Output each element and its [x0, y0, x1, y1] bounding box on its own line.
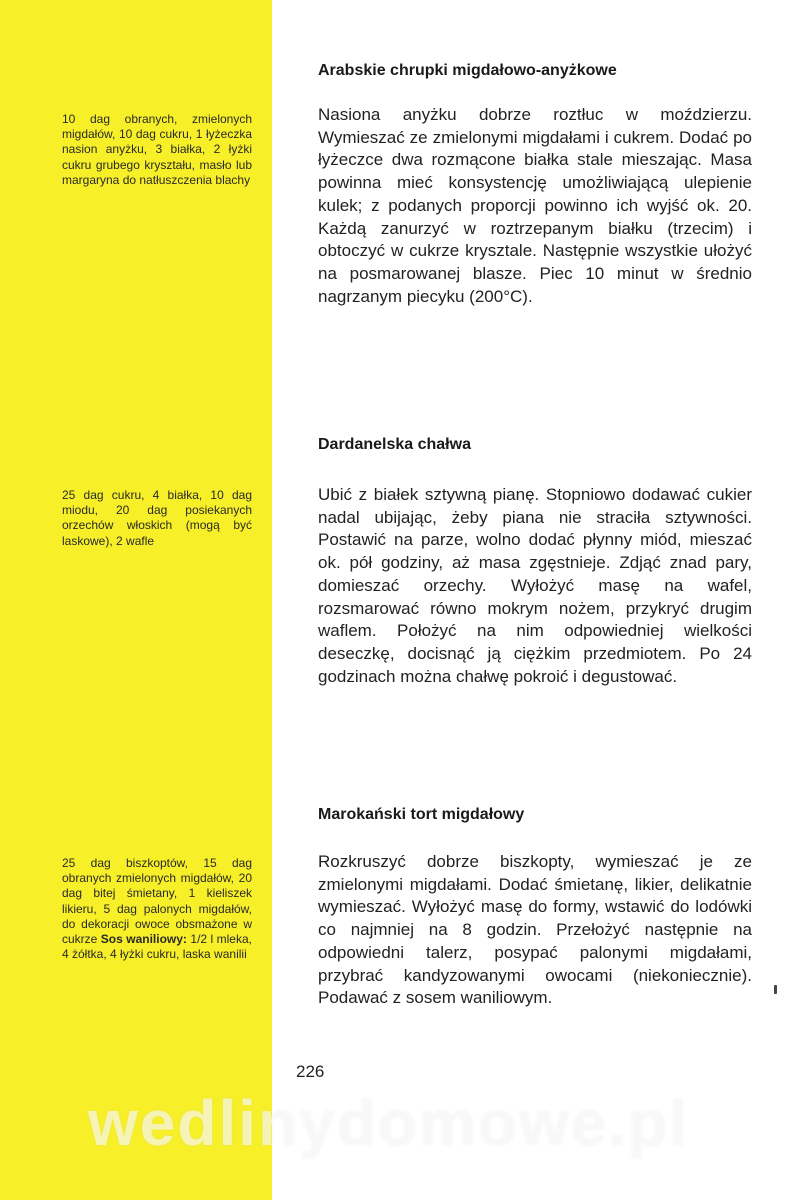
recipe-1-ingredients [62, 112, 252, 188]
page-number: 226 [296, 1062, 325, 1081]
recipe-3-sauce-text: 1/2 l mleka, 4 żółtka, 4 łyżki cukru, laska wanilii [62, 932, 252, 962]
print-mark [774, 985, 777, 994]
recipe-1-title: Arabskie chrupki migdałowo-anyżkowe [318, 62, 617, 79]
recipe-2-ingredients [62, 488, 252, 549]
recipe-3-title: Marokański tort migdałowy [318, 806, 525, 823]
recipe-2-title: Dardanelska chałwa [318, 436, 471, 453]
recipe-2-instructions: Ubić z białek sztywną pianę. Stopniowo dodawać cukier nadal ubijając, żeby piana nie straciła sztywności. Postawić na parze, wolno dodać płynny miód, mieszać ok. pół godziny, aż masa zgęstnieje. Zdjąć znad pary, domieszać orzechy. Wyłożyć masę na wafel, rozsmarować równo mokrym nożem, przykryć drugim waflem. Położyć na nim odpowiedniej wielkości deseczkę, docisnąć ją ciężkim przedmiotem. Po 24 godzinach można chałwę pokroić i degustować. [318, 485, 752, 686]
watermark: wedlinydomowe.pl [88, 1087, 689, 1159]
recipe-1-instructions: Nasiona anyżku dobrze roztłuc w moździerzu. Wymieszać ze zmielonymi migdałami i cukrem. Dodać po łyżeczce dwa rozmącone białka stale mieszając. Masa powinna mieć konsystencję umożliwiającą ulepienie kulek; z podanych proporcji powinno ich wyjść ok. 20. Każdą zanurzyć w roztrzepanym białku (trzecim) i obtoczyć w cukrze krysztale. Następnie wszystkie ułożyć na posmarowanej blasze. Piec 10 minut w średnio nagrzanym piecyku (200°C). [318, 105, 752, 306]
recipe-1-ingredients-text: 10 dag obranych, zmielonych migdałów, 10 dag cukru, 1 łyżeczka nasion anyżku, 3 białka, 2 łyżki cukru grubego kryształu, masło lub margaryna do natłuszczenia blachy [62, 112, 252, 187]
recipe-3-ingredients-text: 25 dag biszkoptów, 15 dag obranych zmielonych migdałów, 20 dag bitej śmietany, 1 kieliszek likieru, 5 dag palonych migdałów, do dekoracji owoce obsmażone w cukrze [62, 856, 252, 947]
recipe-3-instructions: Rozkruszyć dobrze biszkopty, wymieszać je ze zmielonymi migdałami. Dodać śmietanę, likier, delikatnie wymieszać. Wyłożyć masę do formy, wstawić do lodówki co najmniej na 8 godzin. Przełożyć następnie na odpowiedni talerz, posypać palonymi migdałami, przybrać kandyzowanymi owocami (niekoniecznie). Podawać z sosem waniliowym. [318, 852, 752, 1008]
recipe-3-sauce-label: Sos waniliowy: [100, 932, 187, 947]
recipe-2-ingredients-text: 25 dag cukru, 4 białka, 10 dag miodu, 20 dag posiekanych orzechów włoskich (mogą być laskowe), 2 wafle [62, 488, 252, 548]
recipe-3-ingredients [62, 856, 252, 962]
